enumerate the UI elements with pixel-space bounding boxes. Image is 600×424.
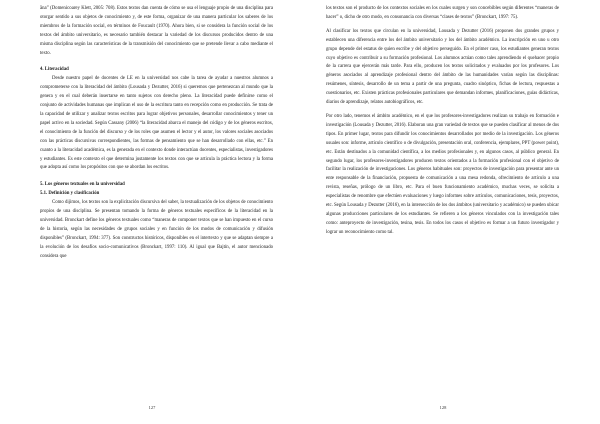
ambito-academico-paragraph: Por otro lado, tenemos el ámbito académico, en el que los profesores-investigadores realizan su trabajo en formación e investigación (Lousada y Dezutter, 2016). Elaboran una gran variedad de textos que se pueden clasificar al menos de dos tipos. En primer lugar, textos para difundir los conocimientos desarrollados por medio de la investigación. Los géneros usuales son: informe, artículo científico o de divulgación, presentación oral, conferencia, ejemplares, PPT (power point), etc. Están destinados a la comunidad científica, a los medios profesionales y, en algunos casos, al público general. En segundo lugar, los profesores-investigadores producen textos orientados a la formación profesional con el objetivo de facilitar la realización de investigaciones. Los géneros habituales son: proyectos de investigación para presentar ante un ente responsable de la financiación, propuesta de comunicación a una mesa redonda, ofrecimiento de artículo a una revista, reseñas, prólogo de un libro, etc. Para el buen funcionamiento académico, muchas veces, se solicita a especialistas de renombre que efectúen evaluaciones y luego informes sobre artículos, comunicaciones, tesis, proyectos, etc. Según Lousada y Dezutter (2016), en la intersección de los dos ámbitos (universitario y académico) se pueden ubicar algunas producciones particulares de los estudiantes. Se refieren a los géneros vinculados con la investigación tales como: anteproyecto de investigación, tesina, tesis. En todos los casos el objetivo es formar a un futuro investigador y lograr un reconocimiento como tal. [326,113,559,235]
left-page-text-column [40,5,273,261]
literacidad-paragraph: Desde nuestro papel de docentes de LE en la universidad nos cabe la tarea de ayudar a nuestros alumnos a comprometerse con la literacidad del ámbito (Lousada y Dezutter, 2016) si queremos que pertenezcan al mundo que la genera y en el cual deberán insertarse en tanto sujetos con derecho pleno. La literacidad puede definirse como el conjunto de actividades humanas que implican el uso de la escritura tanto en recepción como en producción. Se trata de la capacidad de utilizar y analizar textos escritos para lograr objetivos personales, desarrollar conocimientos y tener un papel activo en la sociedad. Según Cassany (2006) “la literacidad abarca el manejo del código y de los géneros escritos, el conocimiento de la función del discurso y de los roles que asumen el lector y el autor, los valores sociales asociados con las prácticas discursivas correspondientes, las formas de pensamiento que se han desarrollado con ellas, etc.” En cuanto a la literacidad académica, es la generada en el contexto donde interactúan docentes, especialistas, investigadores y estudiantes. Es este contexto el que determina justamente los textos con que se articula la práctica lectora y la forma que adopta así como los propósitos con que se abordan los escritos. [40,76,273,171]
clasificacion-paragraph: Al clasificar los textos que circulan en la universidad, Lousada y Dezutter (2016) proponen dos grandes grupos y establecen una diferencia entre los del ámbito universitario y los del ámbito académico. La inscripción en uno u otro grupo depende del estatus de quien escribe y del objetivo perseguido. En el primer caso, los estudiantes generan textos cuyo objetivo es contribuir a su formación profesional. Los alumnos actúan como tales aprendiendo el quehacer propio de la carrera que ejercerán más tarde. Para ello, producen los textos solicitados y evaluados por los profesores. Los géneros asociados al aprendizaje profesional dentro del ámbito de las humanidades varían según las disciplinas: resúmenes, síntesis, desarrollo de un tema a partir de una pregunta, cuadro sinóptico, fichas de lectura, respuestas a cuestionarios, etc. Existen prácticas profesionales particulares que demandan informes, planificaciones, guías didácticas, diarios de aprendizaje, relatos autobiográficos, etc. [326,28,559,106]
generos-paragraph: Como dijimos, los textos son la explicitación discursiva del saber, la textualización de los objetos de conocimiento propios de una disciplina. Se presentan tomando la forma de géneros textuales específicos de la literacidad en la universidad. Bronckart define los géneros textuales como “maneras de componer textos que se han impuesto en el curso de la historia, según las necesidades de grupos sociales y en función de los modos de comunicación y difusión disponibles” (Bronckart, 1994: 377). Son constructos históricos, disponibles en el intertexto y que se adaptan siempre a la evolución de los desafíos socio-comunicativos (Bronckart, 1997: 110). Al igual que Bajtín, el autor mencionado considera que [40,200,273,259]
right-page-number: 128 [439,405,447,410]
section-4-heading: 4. Literacidad [40,67,69,73]
section-5-heading: 5. Los géneros textuales en la universidad [40,182,125,188]
intro-paragraph: ãna” (Domenicoarey Klett, 2005: 708). Estos textos dan cuenta de cómo se usa el lenguaje propio de una disciplina para otorgar sentido a sus objetos de conocimiento y, de este forma, organizar de una manera particular los saberes de los miembros de la formación social, en términos de Foucault (1970). Ahora bien, si se considera la función social de los textos del ámbito universitario, es necesario también destacar la variedad de los discursos producidos dentro de una misma disciplina según las características de la transmisión del conocimiento que se pretende llevar a cabo mediante el texto. [40,6,273,56]
left-page-number: 127 [148,405,156,410]
right-page [300,0,600,424]
right-page-text-column [326,5,559,238]
section-5-1-heading: 5.1. Definición y clasificación [40,191,100,197]
continuation-paragraph: los textos son el producto de los contextos sociales en los cuales surgen y son concebibles según diferentes “maneras de hacer” o, dicho de otro modo, en consonancia con diversas “clases de textos” (Bronckart, 1997: 75). [326,6,559,20]
